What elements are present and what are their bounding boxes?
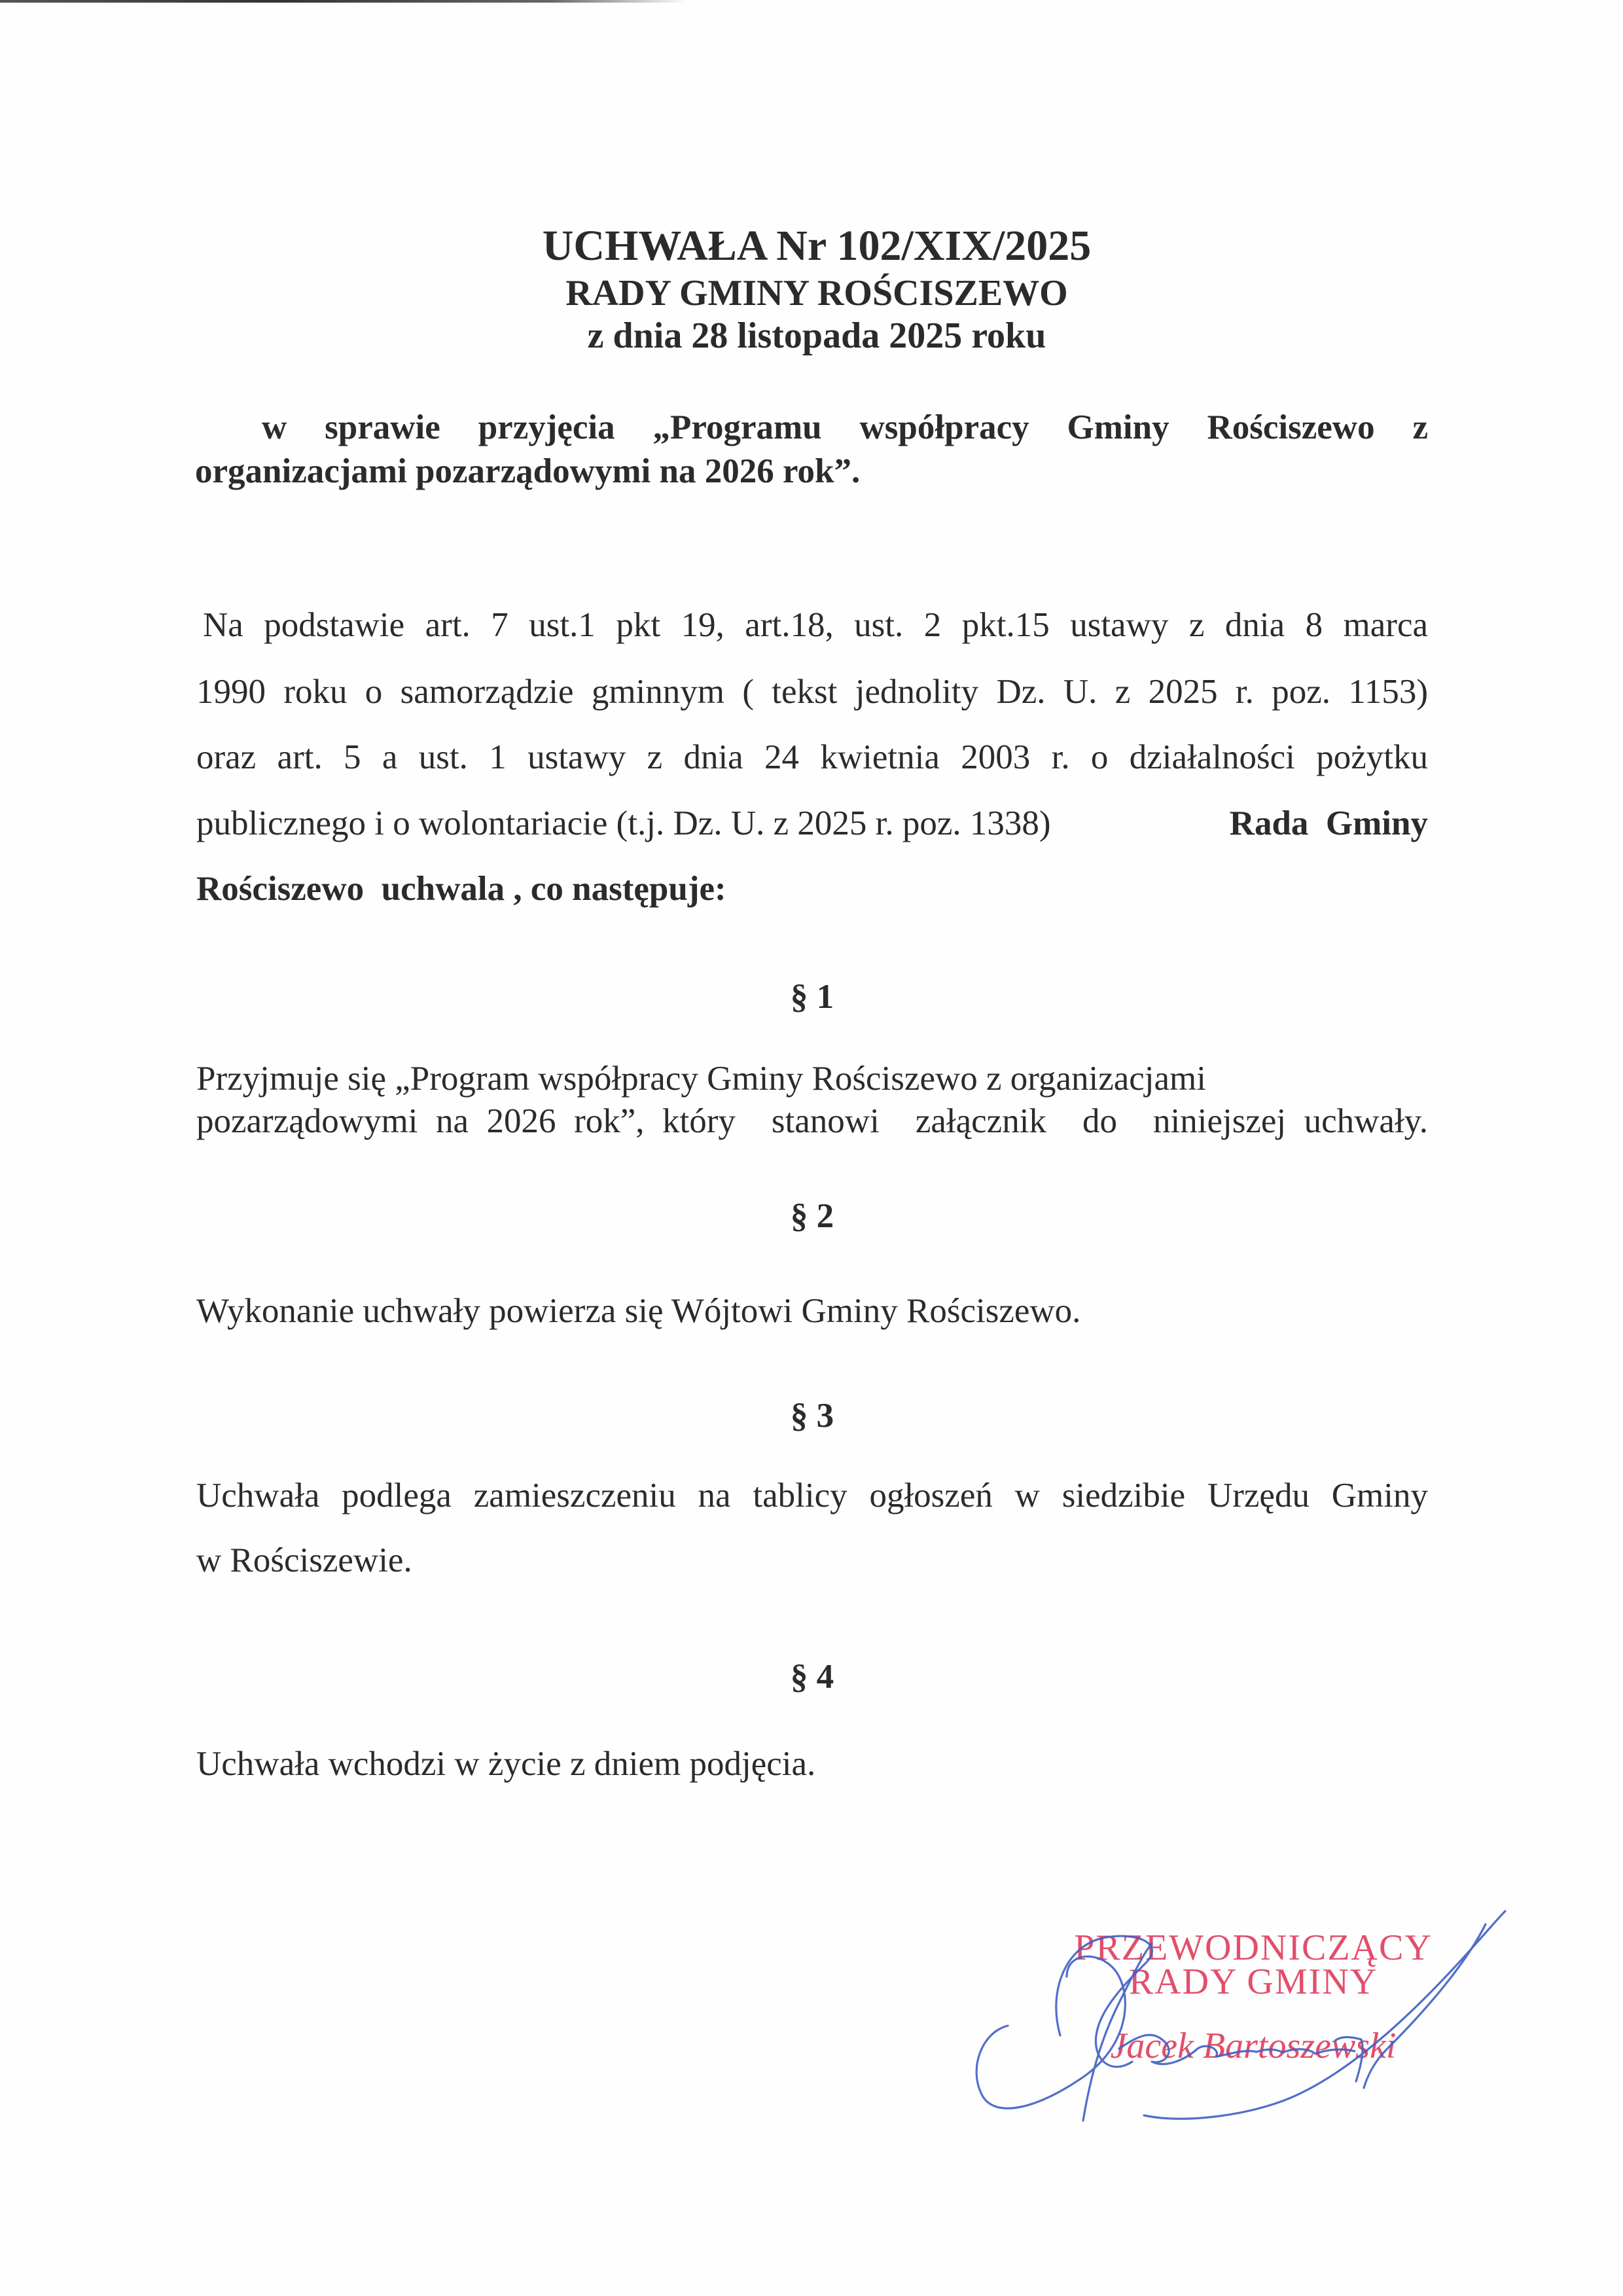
signature-upper-swirl [1056, 1936, 1152, 2067]
signature-outer-loop [976, 1956, 1125, 2108]
stamp-name: Jacek Bartoszewski [1110, 2026, 1397, 2066]
preamble-line-3: oraz art. 5 a ust. 1 ustawy z dnia 24 kwietnia 2003 r. o działalności pożytku [196, 738, 1428, 776]
signature-inner-strokes [1119, 2035, 1257, 2064]
section-1-heading: § 1 [790, 978, 834, 1016]
preamble-line-4 [196, 806, 1428, 841]
signature-end-hook [1335, 2037, 1363, 2082]
stamp-council: RADY GMINY [1128, 1962, 1378, 2002]
preamble-line-4-text: publicznego i o wolontariacie (t.j. Dz. U. z 2025 r. poz. 1338) [196, 804, 1051, 842]
subject-line-2: organizacjami pozarządowymi na 2026 rok”. [195, 452, 861, 490]
section-2-line-1: Wykonanie uchwały powierza się Wójtowi Gminy Rościszewo. [196, 1292, 1081, 1330]
section-3-line-1: Uchwała podlega zamieszczeniu na tablicy ogłoszeń w siedzibie Urzędu Gminy [196, 1477, 1428, 1515]
preamble-line-4-council: Rada Gminy [1229, 804, 1428, 842]
section-4-heading: § 4 [790, 1658, 834, 1696]
section-3-heading: § 3 [790, 1397, 834, 1435]
section-2-heading: § 2 [790, 1197, 834, 1235]
section-1-line-1: Przyjmuje się „Program współpracy Gminy Rościszewo z organizacjami [196, 1060, 1206, 1098]
handwritten-signature [969, 1885, 1531, 2134]
resolution-title: UCHWAŁA Nr 102/XIX/2025 [542, 222, 1092, 270]
signature-right-stroke [1364, 1924, 1486, 2088]
signature-strokes [976, 1911, 1505, 2121]
council-name: RADY GMINY ROŚCISZEWO [565, 273, 1068, 314]
preamble-line-2: 1990 roku o samorządzie gminnym ( tekst jednolity Dz. U. z 2025 r. poz. 1153) [196, 673, 1428, 711]
stamp-title: PRZEWODNICZĄCY [1074, 1928, 1433, 1968]
scan-edge-shadow [0, 0, 687, 3]
signature-long-diagonal [1144, 1911, 1505, 2119]
section-1-line-2: pozarządowymi na 2026 rok”, który stanowi załącznik do niniejszej uchwały. [196, 1102, 1428, 1140]
preamble-line-5: Rościszewo uchwala , co następuje: [196, 870, 726, 908]
signature-stem [1083, 1944, 1152, 2121]
subject-line-1: w sprawie przyjęcia „Programu współpracy Gminy Rościszewo z [262, 408, 1428, 446]
signature-tail-loops [1257, 2049, 1355, 2054]
resolution-date: z dnia 28 listopada 2025 roku [587, 315, 1046, 356]
section-4-line-1: Uchwała wchodzi w życie z dniem podjęcia. [196, 1745, 816, 1783]
preamble-line-1: Na podstawie art. 7 ust.1 pkt 19, art.18, ust. 2 pkt.15 ustawy z dnia 8 marca [203, 606, 1428, 644]
section-3-line-2: w Rościszewie. [196, 1541, 412, 1579]
